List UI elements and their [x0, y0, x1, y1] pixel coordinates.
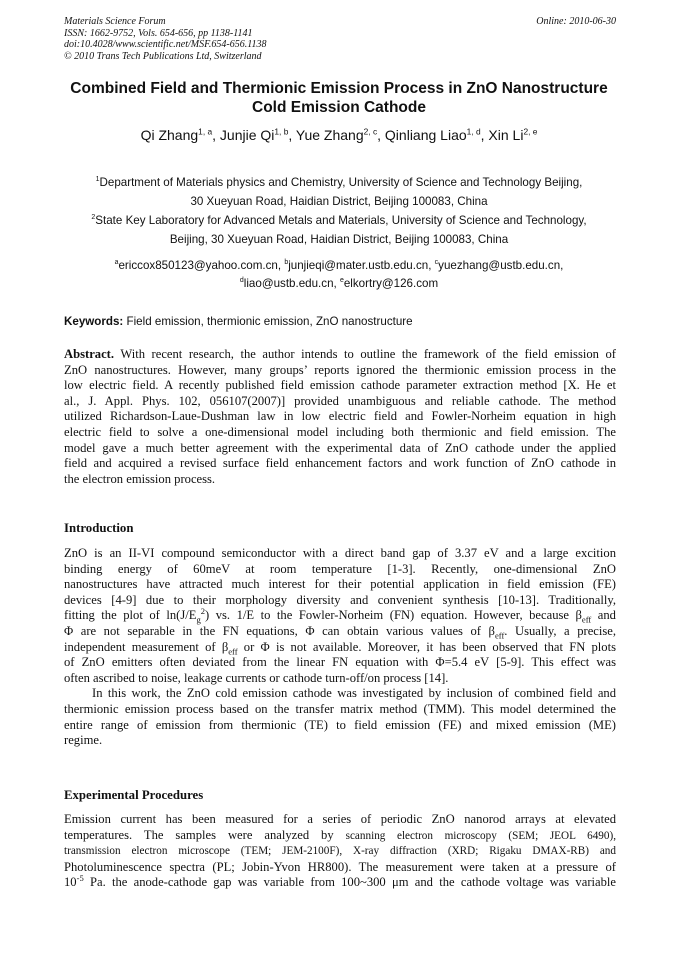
- email-sup: d: [239, 277, 244, 285]
- author-sup: 1, a: [198, 126, 213, 137]
- exp-line: Photoluminescence spectra (PL; Jobin-Yvon HR800). The measurement were taken at a pressure of: [64, 859, 616, 874]
- intro-line: In this work, the ZnO cold emission cathode was investigated by inclusion of combined field and: [92, 686, 616, 701]
- intro-fragment: fitting the plot of ln(J/E: [64, 608, 197, 623]
- exp-line: Emission current has been measured for a series of periodic ZnO nanorod arrays at elevated: [64, 812, 616, 826]
- abstract-line: al., J. Appl. Phys. 102, 056107(2007)] provided unambiguous and reliable cathode. The method: [64, 393, 616, 408]
- issn-line: ISSN: 1662-9752, Vols. 654-656, pp 1138-1141: [64, 27, 253, 39]
- superscript: 2: [200, 606, 205, 617]
- doi-line[interactable]: doi:10.4028/www.scientific.net/MSF.654-656.1138: [64, 39, 267, 50]
- introduction-paragraph: [64, 546, 616, 749]
- intro-line: [64, 640, 616, 656]
- abstract-line: low electric field. A recently published field emission cathode parameter extraction method [X. He et: [64, 378, 616, 393]
- intro-line: devices [4-9] due to their morphology diversity and convenient synthesis [10-13]. Traditionally,: [64, 592, 616, 607]
- intro-fragment: ) vs. 1/E to the Fowler-Norheim (FN) equation. However, because β: [205, 608, 582, 623]
- abstract-line: model gave a much better agreement with the experimental data of ZnO cathode under the applied: [64, 440, 616, 455]
- author-name: Yue Zhang: [295, 127, 364, 143]
- affiliation-text: Department of Materials physics and Chemistry, University of Science and Technology Beijing,: [99, 176, 583, 189]
- affiliation-line: [40, 212, 638, 231]
- intro-line: regime.: [64, 733, 103, 748]
- exp-fragment: scanning electron microscopy (SEM; JEOL 6490),: [345, 829, 616, 842]
- experimental-paragraph: [64, 812, 616, 891]
- intro-fragment: or Φ is not available. Moreover, it has been observed that FN plots: [237, 639, 617, 654]
- abstract-line: utilized Richardson-Laue-Dushman law in low electric field and Fowler-Norheim equation in high: [64, 409, 616, 424]
- keywords: [64, 314, 616, 329]
- author-list: Qi Zhang$^{1, a}$, Junjie Qi$^{1, b}$, Yue Zhang$^{2, c}$, Qinliang Liao$^{1, d}$, Xin Li$^{2, e}$: [140, 126, 538, 143]
- intro-fragment: Φ are not separable in the FN equations, Φ can obtain various values of β: [64, 623, 495, 638]
- email-address[interactable]: elkortry@126.com: [343, 277, 439, 290]
- affiliation-1: [40, 174, 638, 211]
- abstract-text: With recent research, the author intends to outline the framework of the field emission of: [120, 347, 616, 361]
- affiliation-line: 30 Xueyuan Road, Haidian District, Beijing 100083, China: [190, 194, 488, 208]
- journal-header: [64, 16, 616, 62]
- exp-fragment: Pa. the anode-cathode gap was variable from 100~300 μm and the cathode voltage was variable: [83, 875, 616, 890]
- author-name: Xin Li: [488, 127, 524, 143]
- abstract-line: electric field to solve a one-dimensional model including both thermionic and field emission. The: [64, 424, 616, 439]
- intro-line: nanostructures have attracted much interest for their potential application in field emission (FE): [64, 577, 616, 592]
- subscript: eff: [581, 614, 592, 625]
- exp-fragment: 10: [64, 875, 77, 890]
- email-address[interactable]: yuezhang@ustb.edu.cn,: [438, 259, 564, 272]
- email-sup: b: [284, 259, 289, 267]
- author-name: Junjie Qi: [219, 127, 275, 143]
- exp-fragment: temperatures. The samples were analyzed by: [64, 827, 346, 842]
- intro-line: ZnO is an II-VI compound semiconductor with a direct band gap of 3.37 eV and a large excition: [64, 546, 616, 560]
- abstract-line: the electron emission process.: [64, 471, 216, 486]
- title-line-2: Cold Emission Cathode: [252, 99, 426, 116]
- affiliation-line: Beijing, 30 Xueyuan Road, Haidian District, Beijing 100083, China: [169, 232, 509, 246]
- affiliation-text: State Key Laboratory for Advanced Metals and Materials, University of Science and Technology,: [95, 214, 587, 227]
- subscript: eff: [494, 630, 505, 641]
- intro-line: binding energy of 60meV at room temperature [1-3]. Recently, one-dimensional ZnO: [64, 561, 616, 576]
- affiliation-2: [40, 212, 638, 249]
- abstract-line: [64, 347, 616, 363]
- intro-fragment: and: [591, 608, 616, 623]
- exp-line: [64, 875, 616, 891]
- email-list: [40, 257, 638, 293]
- author-sup: 2, e: [523, 126, 538, 137]
- abstract-line: ZnO nanostructures. However, many groups’ reports ignored the thermionic emission process in the: [64, 362, 616, 377]
- email-sup: c: [434, 259, 439, 267]
- exp-line: [64, 828, 616, 845]
- intro-fragment: . Usually, a precise,: [504, 623, 617, 638]
- copyright-line: © 2010 Trans Tech Publications Ltd, Switzerland: [64, 50, 262, 62]
- journal-name: Materials Science Forum: [64, 16, 166, 27]
- section-heading-introduction: Introduction: [64, 521, 134, 535]
- author-sup: 1, b: [274, 126, 289, 137]
- paper-title: [50, 79, 628, 117]
- email-sup: e: [339, 277, 344, 285]
- author-name: Qi Zhang: [140, 127, 199, 143]
- affiliation-sup: 1: [95, 176, 100, 184]
- author-sup: 2, c: [363, 126, 378, 137]
- title-line-1: Combined Field and Thermionic Emission Process in ZnO Nanostructure: [70, 80, 608, 97]
- email-sup: a: [114, 259, 119, 267]
- affiliation-line: [40, 174, 638, 193]
- affiliation-sup: 2: [91, 214, 96, 222]
- email-address[interactable]: ericcox850123@yahoo.com.cn,: [118, 259, 282, 272]
- intro-fragment: independent measurement of β: [64, 639, 229, 654]
- abstract-label: Abstract.: [64, 347, 115, 361]
- subscript: g: [196, 614, 201, 625]
- email-address[interactable]: liao@ustb.edu.cn,: [243, 277, 337, 290]
- abstract-paragraph: [64, 347, 616, 487]
- section-heading-experimental: Experimental Procedures: [64, 788, 204, 802]
- email-line-2: [40, 275, 638, 293]
- subscript: eff: [228, 646, 238, 657]
- online-date: Online: 2010-06-30: [536, 16, 616, 27]
- intro-line: [64, 608, 616, 624]
- intro-line: [64, 624, 616, 640]
- intro-line: of ZnO emitters often deviated from the linear FN equation with Φ=5.4 eV [5-9]. This effect was: [64, 655, 616, 670]
- intro-line: entire range of emission from thermionic (TE) to field emission (FE) and mixed emission (ME): [64, 717, 616, 732]
- author-sup: 1, d: [466, 126, 481, 137]
- email-address[interactable]: junjieqi@mater.ustb.edu.cn,: [288, 259, 432, 272]
- author-name: Qinliang Liao: [384, 127, 467, 143]
- keywords-text: Field emission, thermionic emission, ZnO nanostructure: [126, 315, 413, 328]
- exp-line: transmission electron microscope (TEM; JEM-2100F), X-ray diffraction (XRD; Rigaku DMAX-RB) and: [64, 845, 616, 858]
- keywords-label: Keywords:: [64, 315, 124, 328]
- email-line-1: [40, 257, 638, 275]
- intro-line: often ascribed to noise, leakage currents or cathode turn-off/on process [14].: [64, 670, 449, 685]
- superscript: -5: [76, 873, 84, 884]
- abstract-line: field and acquired a revised surface field enhancement factors and work function of ZnO cathode in: [64, 456, 616, 471]
- intro-line: thermionic emission process based on the transfer matrix method (TMM). This model determined the: [64, 701, 616, 716]
